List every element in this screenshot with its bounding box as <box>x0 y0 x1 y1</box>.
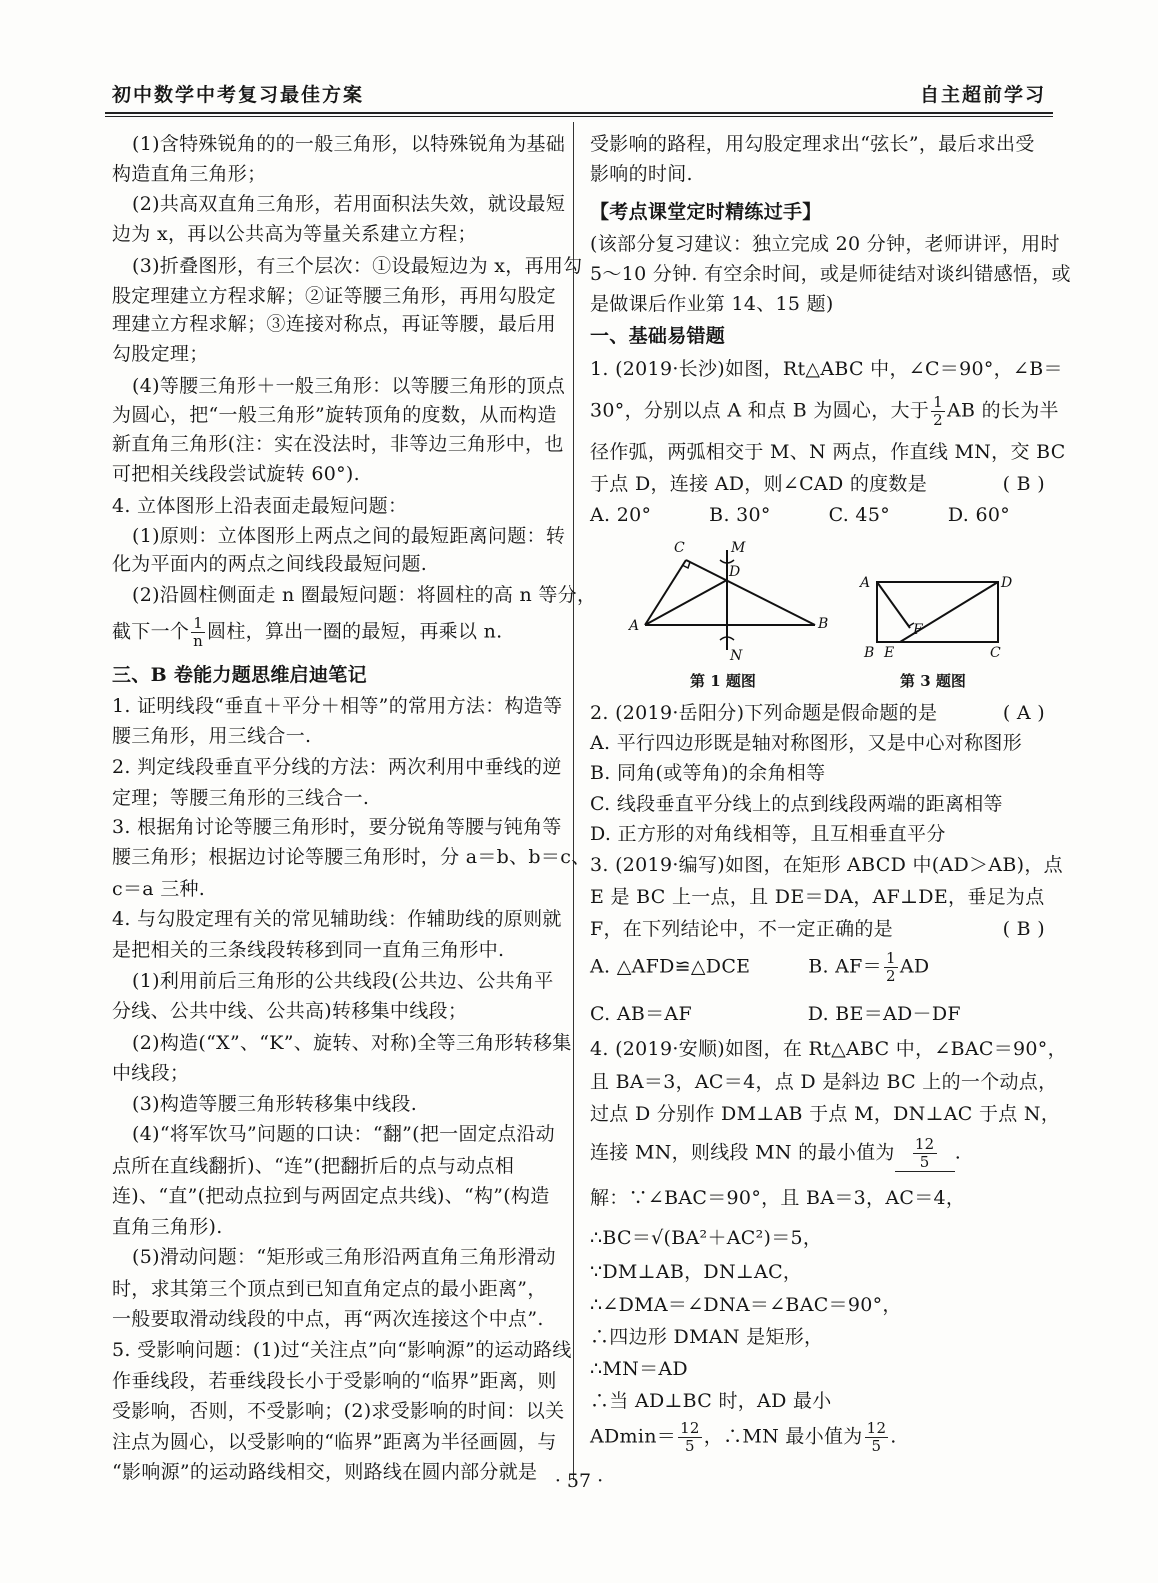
text-segment: 1. (2019·长沙)如图，Rt△ABC 中，∠C＝90°，∠B＝ <box>590 358 1063 380</box>
text-segment: 分线、公共中线、公共高)转移集中线段； <box>112 1000 468 1022</box>
text-segment: A. 20° B. 30° C. 45° D. 60° <box>590 504 1011 526</box>
fig3-rectangle <box>877 582 998 642</box>
fraction-denominator: 2 <box>933 411 943 429</box>
text-segment: 受影响，否则，不受影响；(2)求受影响的时间：以关 <box>112 1400 565 1422</box>
text-segment: 2. 判定线段垂直平分线的方法：两次利用中垂线的逆 <box>112 756 562 778</box>
text-segment: 一般要取滑动线段的中点，再“两次连接这个中点”. <box>112 1308 544 1330</box>
fraction-numerator: 1 <box>933 393 943 411</box>
text-segment: 为圆心，把“一般三角形”旋转顶角的度数，从而构造 <box>112 404 557 426</box>
fig1-point-label: N <box>730 648 743 664</box>
text-segment: 且 BA＝3，AC＝4，点 D 是斜边 BC 上的一个动点， <box>590 1071 1058 1093</box>
page-number: · 57 · <box>554 1470 604 1492</box>
text-segment: 圆柱，算出一圈的最短，再乘以 n. <box>207 620 503 643</box>
text-segment: 腰三角形；根据边讨论等腰三角形时，分 a＝b、b＝c、 <box>112 846 591 868</box>
text-segment: 过点 D 分别作 DM⊥AB 于点 M，DN⊥AC 于点 N， <box>590 1103 1061 1125</box>
text-segment: 是做课后作业第 14、15 题) <box>590 293 834 315</box>
text-segment: (1)原则：立体图形上两点之间的最短距离问题：转 <box>132 525 566 547</box>
fig1-point-label: A <box>629 618 640 634</box>
text-segment: (5)滑动问题：“矩形或三角形沿两直角三角形滑动 <box>132 1246 556 1268</box>
text-segment: ∴∠DMA＝∠DNA＝∠BAC＝90°， <box>590 1294 902 1316</box>
fraction-denominator: 5 <box>871 1437 882 1455</box>
fig1-segment-ad <box>645 580 727 625</box>
answer-choice: ( B ) <box>1002 918 1045 940</box>
text-segment: (3)折叠图形，有三个层次：①设最短边为 x，再用勾 <box>132 255 583 277</box>
text-segment: 勾股定理； <box>112 343 209 365</box>
text-segment: 受影响的路程，用勾股定理求出“弦长”，最后求出受 <box>590 133 1035 155</box>
text-segment: ∴当 AD⊥BC 时，AD 最小 <box>590 1390 832 1412</box>
fraction-denominator: n <box>193 632 204 650</box>
fig1-point-label: B <box>818 616 829 632</box>
text-segment: 连接 MN，则线段 MN 的最小值为 <box>590 1141 895 1164</box>
fig3-point-label: D <box>1001 575 1013 591</box>
text-segment: ，∴MN 最小值为 <box>703 1425 863 1448</box>
text-segment: 可把相关线段尝试旋转 60°). <box>112 463 360 485</box>
text-segment: 影响的时间. <box>590 163 693 185</box>
text-segment: 作垂线段，若垂线段长小于受影响的“临界”距离，则 <box>112 1370 557 1392</box>
text-segment: “影响源”的运动路线相交，则路线在圆内部分就是 <box>112 1461 538 1483</box>
text-segment: 径作弧，两弧相交于 M、N 两点，作直线 MN，交 BC <box>590 441 1066 463</box>
fraction-numerator: 12 <box>680 1419 700 1437</box>
fig3-point-label: F <box>913 622 923 638</box>
text-segment: 构造直角三角形； <box>112 163 267 185</box>
fraction-numerator: 1 <box>885 949 896 967</box>
text-segment: (2)沿圆柱侧面走 n 圈最短问题：将圆柱的高 n 等分， <box>132 584 597 606</box>
text-segment: C. AB＝AF D. BE＝AD－DF <box>590 1003 961 1025</box>
text-segment: (1)含特殊锐角的的一般三角形，以特殊锐角为基础 <box>132 133 566 155</box>
answer-choice: ( A ) <box>1002 702 1045 724</box>
fig1-point-label: C <box>674 540 685 556</box>
text-segment: AD <box>899 955 930 978</box>
fig3-point-label: E <box>884 645 895 661</box>
text-segment: 30°，分别以点 A 和点 B 为圆心，大于 <box>590 399 930 422</box>
text-segment: (该部分复习建议：独立完成 20 分钟，老师讲评，用时 <box>590 233 1060 255</box>
fraction-numerator: 1 <box>193 614 204 632</box>
fraction-denominator: 5 <box>685 1437 695 1455</box>
text-segment: 5～10 分钟. 有空余时间，或是师徒结对谈纠错感悟，或 <box>590 263 1071 285</box>
text-segment: 注点为圆心，以受影响的“临界”距离为半径画圆，与 <box>112 1431 557 1453</box>
text-segment: 新直角三角形(注：实在没法时，非等边三角形中，也 <box>112 433 564 455</box>
fig3-point-label: B <box>864 645 875 661</box>
text-segment: D. 正方形的对角线相等，且互相垂直平分 <box>590 823 946 845</box>
text-segment: 解：∵∠BAC＝90°，且 BA＝3，AC＝4， <box>590 1187 966 1209</box>
text-segment: 化为平面内的两点之间线段最短问题. <box>112 553 428 575</box>
text-segment: ∴四边形 DMAN 是矩形， <box>590 1326 824 1348</box>
text-segment: . <box>954 1141 962 1164</box>
fig1-segment-ac <box>645 560 686 625</box>
text-segment: 2. (2019·岳阳分)下列命题是假命题的是 <box>590 702 938 724</box>
text-segment: . <box>890 1425 897 1448</box>
text-segment: c＝a 三种. <box>112 878 206 900</box>
answer-choice: ( B ) <box>1002 473 1045 495</box>
text-segment: 点所在直线翻折)、“连”(把翻折后的点与动点相 <box>112 1155 515 1177</box>
text-segment: ∴MN＝AD <box>590 1358 688 1380</box>
header-title: 初中数学中考复习最佳方案 <box>112 84 365 106</box>
text-segment: 截下一个 <box>112 620 190 643</box>
figure-1-caption: 第 1 题图 <box>690 672 756 690</box>
text-segment: 边为 x，再以公共高为等量关系建立方程； <box>112 223 477 245</box>
figure-3 <box>877 582 998 642</box>
text-segment: 是把相关的三条线段转移到同一直角三角形中. <box>112 939 505 961</box>
text-segment: 三、B 卷能力题思维启迪笔记 <box>112 664 367 686</box>
text-segment: 一、基础易错题 <box>590 325 726 347</box>
text-segment: 中线段； <box>112 1062 190 1084</box>
text-segment: ∴BC＝√(BA²＋AC²)＝5， <box>590 1227 823 1249</box>
text-segment: (3)构造等腰三角形转移集中线段. <box>132 1093 418 1115</box>
text-segment: 定理；等腰三角形的三线合一. <box>112 787 370 809</box>
text-segment: 腰三角形，用三线合一. <box>112 725 312 747</box>
text-segment: E 是 BC 上一点，且 DE＝DA，AF⊥DE，垂足为点 <box>590 886 1045 908</box>
text-segment: (1)利用前后三角形的公共线段(公共边、公共角平 <box>132 970 554 992</box>
text-segment: 时，求其第三个顶点到已知直角定点的最小距离”， <box>112 1278 547 1300</box>
text-segment: 1. 证明线段“垂直＋平分＋相等”的常用方法：构造等 <box>112 695 563 717</box>
text-segment: F，在下列结论中，不一定正确的是 <box>590 918 893 940</box>
text-segment: 于点 D，连接 AD，则∠CAD 的度数是 <box>590 473 928 495</box>
text-segment: 5. 受影响问题：(1)过“关注点”向“影响源”的运动路线 <box>112 1339 572 1361</box>
text-segment: 连)、“直”(把动点拉到与两固定点共线)、“构”(构造 <box>112 1185 550 1207</box>
text-segment: 股定理建立方程求解；②证等腰三角形，再用勾股定 <box>112 285 556 307</box>
header-section: 自主超前学习 <box>919 84 1046 106</box>
text-segment: AB 的长为半 <box>946 399 1059 422</box>
text-segment: 4. (2019·安顺)如图，在 Rt△ABC 中，∠BAC＝90°， <box>590 1038 1067 1060</box>
text-segment: 【考点课堂定时精练过手】 <box>590 201 822 223</box>
text-segment: (4)“将军饮马”问题的口诀：“翻”(把一固定点沿动 <box>132 1123 555 1145</box>
text-segment: 3. (2019·编写)如图，在矩形 ABCD 中(AD＞AB)，点 <box>590 854 1063 876</box>
fig1-point-label: M <box>731 540 746 556</box>
fig3-point-label: C <box>990 645 1001 661</box>
fraction-numerator: 12 <box>866 1419 887 1437</box>
text-segment: 4. 立体图形上沿表面走最短问题： <box>112 495 408 517</box>
text-segment: C. 线段垂直平分线上的点到线段两端的距离相等 <box>590 793 1003 815</box>
text-segment: A. △AFD≌△DCE B. AF＝ <box>590 955 882 978</box>
fig3-point-label: A <box>860 575 871 591</box>
text-segment: (2)构造(“X”、“K”、旋转、对称)全等三角形转移集 <box>132 1032 572 1054</box>
text-segment: (2)共高双直角三角形，若用面积法失效，就设最短 <box>132 193 566 215</box>
fraction-denominator: 5 <box>919 1153 930 1171</box>
text-segment: A. 平行四边形既是轴对称图形，又是中心对称图形 <box>590 732 1023 754</box>
text-segment: 直角三角形). <box>112 1216 223 1238</box>
fraction-denominator: 2 <box>885 967 896 985</box>
text-segment: 理建立方程求解；③连接对称点，再证等腰，最后用 <box>112 313 556 335</box>
text-segment: ∵DM⊥AB，DN⊥AC， <box>590 1261 803 1283</box>
text-segment: 3. 根据角讨论等腰三角形时，要分锐角等腰与钝角等 <box>112 816 562 838</box>
fraction-numerator: 12 <box>914 1135 935 1153</box>
text-segment: (4)等腰三角形＋一般三角形：以等腰三角形的顶点 <box>132 375 566 397</box>
figure-3-caption: 第 3 题图 <box>900 672 966 690</box>
text-segment: B. 同角(或等角)的余角相等 <box>590 762 826 784</box>
text-segment: ADmin＝ <box>590 1425 677 1448</box>
text-segment: 4. 与勾股定理有关的常见辅助线：作辅助线的原则就 <box>112 908 562 930</box>
fig1-point-label: D <box>729 564 741 580</box>
